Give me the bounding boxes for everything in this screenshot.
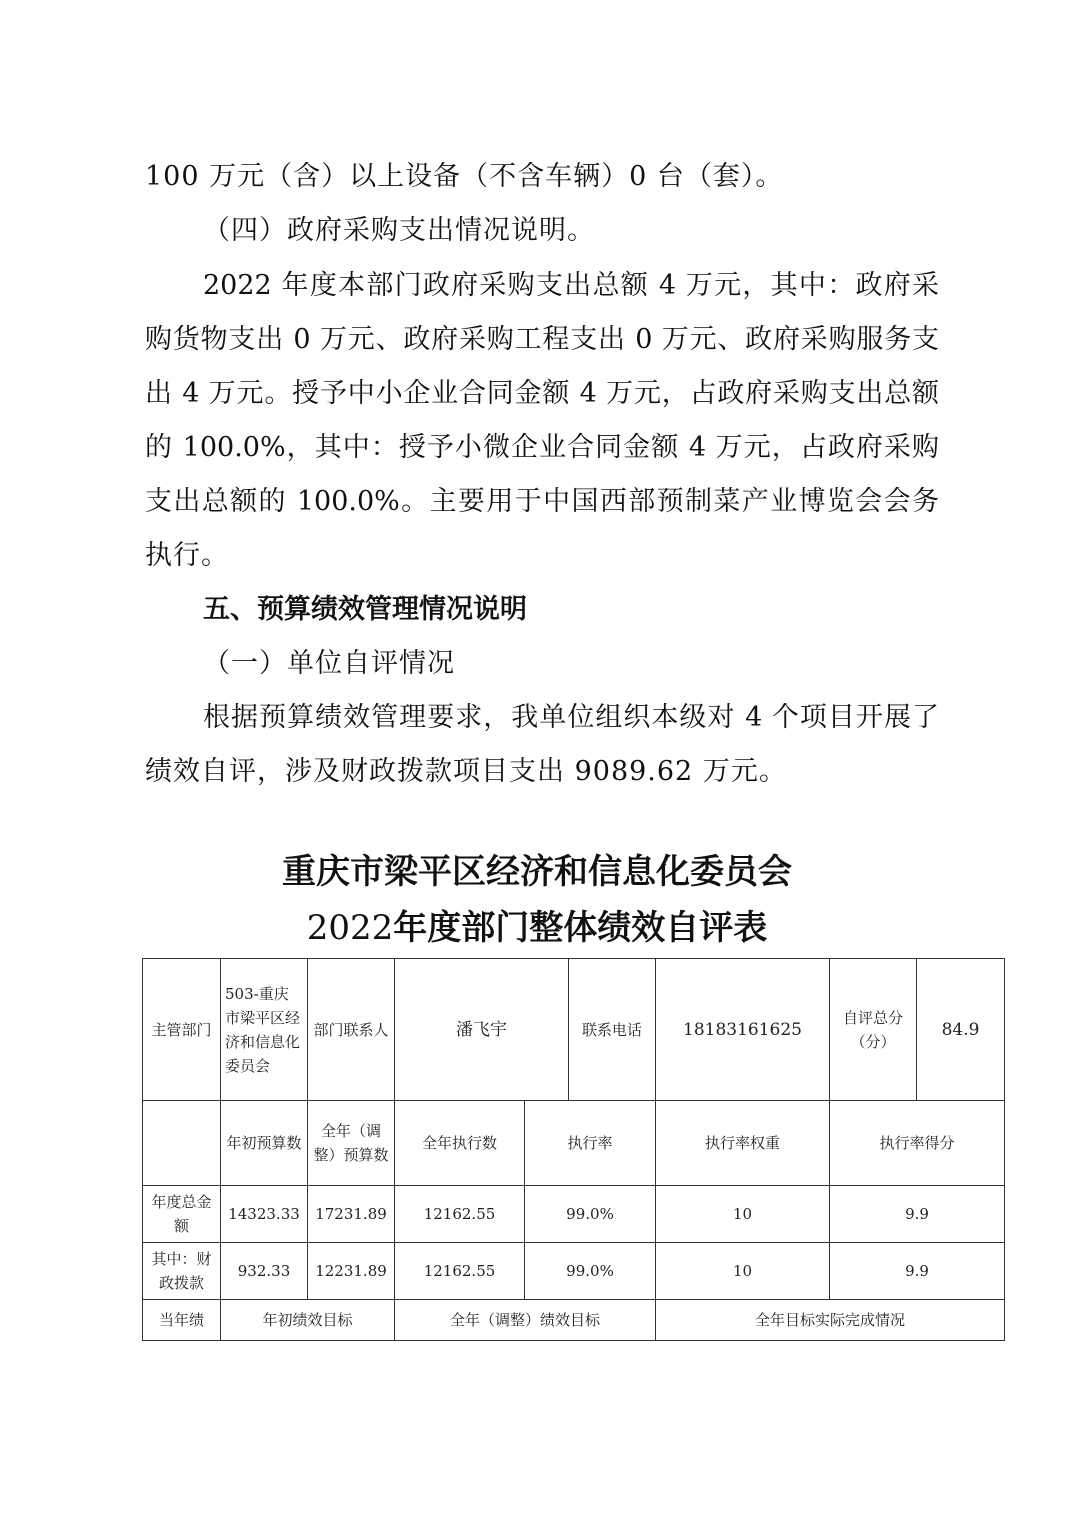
paragraph-line-5: 出 4 万元。授予中小企业合同金额 4 万元，占政府采购支出总额 xyxy=(145,378,939,409)
executed-cell: 12162.55 xyxy=(395,1243,525,1300)
exec-rate-cell: 99.0% xyxy=(525,1243,656,1300)
header-exec-rate: 执行率 xyxy=(525,1101,656,1186)
adjusted-goal-header: 全年（调整）绩效目标 xyxy=(395,1300,656,1341)
row-label: 其中：财政拨款 xyxy=(143,1243,221,1300)
score-value: 84.9 xyxy=(917,959,1005,1101)
paragraph-line-8: 执行。 xyxy=(145,540,229,571)
dept-label: 主管部门 xyxy=(143,959,221,1101)
dept-value: 503-重庆市梁平区经济和信息化委员会 xyxy=(221,959,308,1101)
paragraph-line-7: 支出总额的 100.0%。主要用于中国西部预制菜产业博览会会务 xyxy=(145,486,939,517)
table-header-row xyxy=(143,1101,1005,1186)
header-blank xyxy=(143,1101,221,1186)
phone-value: 18183161625 xyxy=(656,959,830,1101)
paragraph-line-6: 的 100.0%，其中：授予小微企业合同金额 4 万元，占政府采购 xyxy=(145,432,939,463)
exec-weight-cell: 10 xyxy=(656,1186,830,1243)
self-evaluation-table xyxy=(142,958,1005,1341)
phone-label: 联系电话 xyxy=(569,959,656,1101)
row-label: 年度总金额 xyxy=(143,1186,221,1243)
table-title-form xyxy=(0,906,1074,950)
contact-label: 部门联系人 xyxy=(308,959,395,1101)
table-title-org: 重庆市梁平区经济和信息化委员会 xyxy=(282,852,792,892)
adjusted-budget-cell: 12231.89 xyxy=(308,1243,395,1300)
header-executed: 全年执行数 xyxy=(395,1101,525,1186)
goals-label: 当年绩 xyxy=(143,1300,221,1341)
actual-completion-header: 全年目标实际完成情况 xyxy=(656,1300,1005,1341)
score-label: 自评总分（分） xyxy=(830,959,917,1101)
table-title-year: 2022 xyxy=(306,908,394,948)
executed-cell: 12162.55 xyxy=(395,1186,525,1243)
section-heading-procurement: （四）政府采购支出情况说明。 xyxy=(203,215,595,246)
exec-score-cell: 9.9 xyxy=(830,1243,1005,1300)
contact-value: 潘飞宇 xyxy=(395,959,569,1101)
initial-budget-cell: 932.33 xyxy=(221,1243,308,1300)
initial-goal-header: 年初绩效目标 xyxy=(221,1300,395,1341)
paragraph-line-3: 2022 年度本部门政府采购支出总额 4 万元，其中：政府采 xyxy=(203,270,939,301)
header-adjusted-budget: 全年（调整）预算数 xyxy=(308,1101,395,1186)
table-row xyxy=(143,1243,1005,1300)
table-row xyxy=(143,1186,1005,1243)
exec-weight-cell: 10 xyxy=(656,1243,830,1300)
table-title-name: 年度部门整体绩效自评表 xyxy=(393,908,768,948)
header-initial-budget: 年初预算数 xyxy=(221,1101,308,1186)
exec-rate-cell: 99.0% xyxy=(525,1186,656,1243)
paragraph-line-1: 100 万元（含）以上设备（不含车辆）0 台（套）。 xyxy=(145,161,784,192)
header-exec-weight: 执行率权重 xyxy=(656,1101,830,1186)
table-row-contact xyxy=(143,959,1005,1101)
subsection-heading-self-eval: （一）单位自评情况 xyxy=(203,648,455,679)
header-exec-score: 执行率得分 xyxy=(830,1101,1005,1186)
adjusted-budget-cell: 17231.89 xyxy=(308,1186,395,1243)
table-row-goals xyxy=(143,1300,1005,1341)
exec-score-cell: 9.9 xyxy=(830,1186,1005,1243)
paragraph-line-11: 根据预算绩效管理要求，我单位组织本级对 4 个项目开展了 xyxy=(203,702,939,733)
section-heading-performance: 五、预算绩效管理情况说明 xyxy=(203,594,527,625)
paragraph-line-12: 绩效自评，涉及财政拨款项目支出 9089.62 万元。 xyxy=(145,756,787,787)
initial-budget-cell: 14323.33 xyxy=(221,1186,308,1243)
paragraph-line-4: 购货物支出 0 万元、政府采购工程支出 0 万元、政府采购服务支 xyxy=(145,324,939,355)
